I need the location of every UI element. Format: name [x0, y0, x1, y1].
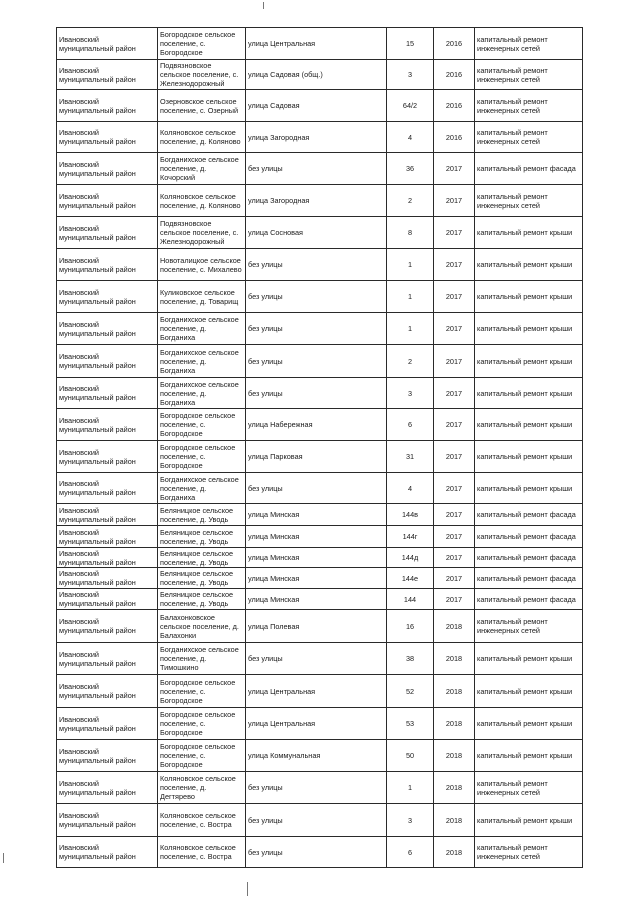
work-type-cell: капитальный ремонт крыши [475, 804, 583, 837]
settlement-cell: Подвязновское сельское поселение, с. Железнодорожный [158, 60, 246, 90]
table-row [57, 589, 583, 610]
table-row [57, 526, 583, 548]
scan-mark-bottom [247, 882, 248, 896]
work-type-cell: капитальный ремонт крыши [475, 473, 583, 504]
settlement-cell: Балахонковское сельское поселение, д. Балахонки [158, 610, 246, 643]
work-type-cell: капитальный ремонт крыши [475, 378, 583, 409]
table-row [57, 504, 583, 526]
street-cell: без улицы [246, 837, 387, 868]
table-row [57, 708, 583, 740]
settlement-cell: Беляницкое сельское поселение, д. Уводь [158, 504, 246, 526]
table-row [57, 90, 583, 122]
year-cell: 2017 [434, 548, 475, 568]
table-row [57, 122, 583, 153]
street-cell: улица Парковая [246, 441, 387, 473]
work-type-cell: капитальный ремонт инженерных сетей [475, 837, 583, 868]
house-cell: 144е [387, 568, 434, 589]
district-cell: Ивановский муниципальный район [57, 122, 158, 153]
settlement-cell: Богданихское сельское поселение, д. Богданиха [158, 313, 246, 345]
work-type-cell: капитальный ремонт фасада [475, 504, 583, 526]
street-cell: улица Минская [246, 589, 387, 610]
street-cell: без улицы [246, 772, 387, 804]
street-cell: улица Минская [246, 548, 387, 568]
table-row [57, 28, 583, 60]
work-type-cell: капитальный ремонт крыши [475, 675, 583, 708]
table-row [57, 409, 583, 441]
district-cell: Ивановский муниципальный район [57, 281, 158, 313]
street-cell: улица Центральная [246, 675, 387, 708]
settlement-cell: Беляницкое сельское поселение, д. Уводь [158, 548, 246, 568]
district-cell: Ивановский муниципальный район [57, 28, 158, 60]
year-cell: 2018 [434, 740, 475, 772]
settlement-cell: Богданихское сельское поселение, д. Богданиха [158, 378, 246, 409]
house-cell: 4 [387, 473, 434, 504]
work-type-cell: капитальный ремонт инженерных сетей [475, 122, 583, 153]
settlement-cell: Богородское сельское поселение, с. Богородское [158, 409, 246, 441]
district-cell: Ивановский муниципальный район [57, 441, 158, 473]
district-cell: Ивановский муниципальный район [57, 568, 158, 589]
work-type-cell: капитальный ремонт крыши [475, 217, 583, 249]
year-cell: 2017 [434, 217, 475, 249]
work-type-cell: капитальный ремонт инженерных сетей [475, 60, 583, 90]
work-type-cell: капитальный ремонт фасада [475, 153, 583, 185]
district-cell: Ивановский муниципальный район [57, 345, 158, 378]
house-cell: 3 [387, 804, 434, 837]
district-cell: Ивановский муниципальный район [57, 589, 158, 610]
district-cell: Ивановский муниципальный район [57, 643, 158, 675]
house-cell: 144 [387, 589, 434, 610]
street-cell: улица Загородная [246, 122, 387, 153]
table-row [57, 610, 583, 643]
work-type-cell: капитальный ремонт крыши [475, 409, 583, 441]
scan-mark-top [263, 2, 264, 9]
street-cell: без улицы [246, 281, 387, 313]
settlement-cell: Богородское сельское поселение, с. Богородское [158, 675, 246, 708]
street-cell: улица Коммунальная [246, 740, 387, 772]
house-cell: 1 [387, 772, 434, 804]
house-cell: 1 [387, 281, 434, 313]
settlement-cell: Озерновское сельское поселение, с. Озерный [158, 90, 246, 122]
year-cell: 2016 [434, 60, 475, 90]
district-cell: Ивановский муниципальный район [57, 90, 158, 122]
street-cell: без улицы [246, 804, 387, 837]
work-type-cell: капитальный ремонт крыши [475, 249, 583, 281]
settlement-cell: Богданихское сельское поселение, д. Богданиха [158, 473, 246, 504]
year-cell: 2016 [434, 90, 475, 122]
year-cell: 2017 [434, 589, 475, 610]
table-row [57, 441, 583, 473]
house-cell: 6 [387, 837, 434, 868]
house-cell: 15 [387, 28, 434, 60]
work-type-cell: капитальный ремонт крыши [475, 345, 583, 378]
settlement-cell: Богородское сельское поселение, с. Богородское [158, 28, 246, 60]
work-type-cell: капитальный ремонт фасада [475, 526, 583, 548]
settlement-cell: Богданихское сельское поселение, д. Богданиха [158, 345, 246, 378]
work-type-cell: капитальный ремонт фасада [475, 568, 583, 589]
work-type-cell: капитальный ремонт фасада [475, 548, 583, 568]
street-cell: без улицы [246, 313, 387, 345]
house-cell: 36 [387, 153, 434, 185]
district-cell: Ивановский муниципальный район [57, 772, 158, 804]
year-cell: 2017 [434, 504, 475, 526]
house-cell: 53 [387, 708, 434, 740]
table-row [57, 837, 583, 868]
settlement-cell: Коляновское сельское поселение, д. Дегтярево [158, 772, 246, 804]
housing-repair-table [56, 27, 583, 868]
work-type-cell: капитальный ремонт инженерных сетей [475, 28, 583, 60]
house-cell: 16 [387, 610, 434, 643]
work-type-cell: капитальный ремонт инженерных сетей [475, 772, 583, 804]
district-cell: Ивановский муниципальный район [57, 409, 158, 441]
settlement-cell: Беляницкое сельское поселение, д. Уводь [158, 589, 246, 610]
year-cell: 2018 [434, 837, 475, 868]
district-cell: Ивановский муниципальный район [57, 185, 158, 217]
house-cell: 144г [387, 526, 434, 548]
district-cell: Ивановский муниципальный район [57, 708, 158, 740]
year-cell: 2016 [434, 122, 475, 153]
street-cell: улица Сосновая [246, 217, 387, 249]
year-cell: 2018 [434, 708, 475, 740]
street-cell: улица Садовая (общ.) [246, 60, 387, 90]
table-row [57, 217, 583, 249]
street-cell: улица Минская [246, 568, 387, 589]
year-cell: 2017 [434, 378, 475, 409]
settlement-cell: Богданихское сельское поселение, д. Тимошкино [158, 643, 246, 675]
year-cell: 2017 [434, 313, 475, 345]
house-cell: 3 [387, 378, 434, 409]
table-row [57, 740, 583, 772]
table-row [57, 548, 583, 568]
district-cell: Ивановский муниципальный район [57, 60, 158, 90]
district-cell: Ивановский муниципальный район [57, 804, 158, 837]
table-row [57, 772, 583, 804]
settlement-cell: Богородское сельское поселение, с. Богородское [158, 708, 246, 740]
house-cell: 8 [387, 217, 434, 249]
house-cell: 2 [387, 345, 434, 378]
house-cell: 3 [387, 60, 434, 90]
settlement-cell: Беляницкое сельское поселение, д. Уводь [158, 568, 246, 589]
year-cell: 2017 [434, 409, 475, 441]
table-row [57, 153, 583, 185]
settlement-cell: Богородское сельское поселение, с. Богородское [158, 441, 246, 473]
house-cell: 144д [387, 548, 434, 568]
work-type-cell: капитальный ремонт инженерных сетей [475, 610, 583, 643]
street-cell: без улицы [246, 153, 387, 185]
street-cell: улица Садовая [246, 90, 387, 122]
year-cell: 2018 [434, 610, 475, 643]
street-cell: улица Центральная [246, 708, 387, 740]
house-cell: 1 [387, 313, 434, 345]
district-cell: Ивановский муниципальный район [57, 610, 158, 643]
work-type-cell: капитальный ремонт крыши [475, 441, 583, 473]
table-row [57, 643, 583, 675]
house-cell: 6 [387, 409, 434, 441]
scan-mark-left [3, 853, 4, 863]
year-cell: 2017 [434, 153, 475, 185]
street-cell: улица Полевая [246, 610, 387, 643]
house-cell: 2 [387, 185, 434, 217]
settlement-cell: Новоталицкое сельское поселение, с. Михалево [158, 249, 246, 281]
table-row [57, 675, 583, 708]
year-cell: 2018 [434, 675, 475, 708]
district-cell: Ивановский муниципальный район [57, 313, 158, 345]
work-type-cell: капитальный ремонт крыши [475, 643, 583, 675]
table-body [57, 28, 583, 868]
year-cell: 2018 [434, 804, 475, 837]
year-cell: 2016 [434, 28, 475, 60]
district-cell: Ивановский муниципальный район [57, 473, 158, 504]
table-row [57, 473, 583, 504]
year-cell: 2017 [434, 345, 475, 378]
work-type-cell: капитальный ремонт инженерных сетей [475, 185, 583, 217]
district-cell: Ивановский муниципальный район [57, 153, 158, 185]
table-row [57, 185, 583, 217]
table-row [57, 804, 583, 837]
street-cell: улица Минская [246, 504, 387, 526]
house-cell: 38 [387, 643, 434, 675]
year-cell: 2018 [434, 772, 475, 804]
district-cell: Ивановский муниципальный район [57, 526, 158, 548]
street-cell: без улицы [246, 643, 387, 675]
work-type-cell: капитальный ремонт крыши [475, 708, 583, 740]
work-type-cell: капитальный ремонт крыши [475, 313, 583, 345]
street-cell: улица Минская [246, 526, 387, 548]
settlement-cell: Богородское сельское поселение, с. Богородское [158, 740, 246, 772]
house-cell: 31 [387, 441, 434, 473]
work-type-cell: капитальный ремонт фасада [475, 589, 583, 610]
house-cell: 4 [387, 122, 434, 153]
work-type-cell: капитальный ремонт крыши [475, 740, 583, 772]
year-cell: 2017 [434, 473, 475, 504]
street-cell: без улицы [246, 249, 387, 281]
settlement-cell: Подвязновское сельское поселение, с. Железнодорожный [158, 217, 246, 249]
district-cell: Ивановский муниципальный район [57, 548, 158, 568]
year-cell: 2018 [434, 643, 475, 675]
settlement-cell: Коляновское сельское поселение, с. Востра [158, 837, 246, 868]
year-cell: 2017 [434, 185, 475, 217]
settlement-cell: Куликовское сельское поселение, д. Товарищ [158, 281, 246, 313]
house-cell: 52 [387, 675, 434, 708]
house-cell: 144в [387, 504, 434, 526]
street-cell: улица Загородная [246, 185, 387, 217]
district-cell: Ивановский муниципальный район [57, 675, 158, 708]
house-cell: 1 [387, 249, 434, 281]
settlement-cell: Коляновское сельское поселение, д. Колянов​о [158, 122, 246, 153]
year-cell: 2017 [434, 568, 475, 589]
house-cell: 64/2 [387, 90, 434, 122]
district-cell: Ивановский муниципальный район [57, 378, 158, 409]
district-cell: Ивановский муниципальный район [57, 504, 158, 526]
table-row [57, 345, 583, 378]
year-cell: 2017 [434, 249, 475, 281]
street-cell: без улицы [246, 378, 387, 409]
street-cell: улица Центральная [246, 28, 387, 60]
settlement-cell: Богданихское сельское поселение, д. Кочорский [158, 153, 246, 185]
district-cell: Ивановский муниципальный район [57, 249, 158, 281]
district-cell: Ивановский муниципальный район [57, 837, 158, 868]
settlement-cell: Коляновское сельское поселение, д. Колянов​о [158, 185, 246, 217]
table-row [57, 313, 583, 345]
table-row [57, 281, 583, 313]
table-row [57, 60, 583, 90]
settlement-cell: Беляницкое сельское поселение, д. Уводь [158, 526, 246, 548]
district-cell: Ивановский муниципальный район [57, 217, 158, 249]
street-cell: улица Набережная [246, 409, 387, 441]
year-cell: 2017 [434, 441, 475, 473]
work-type-cell: капитальный ремонт инженерных сетей [475, 90, 583, 122]
table-row [57, 378, 583, 409]
year-cell: 2017 [434, 281, 475, 313]
street-cell: без улицы [246, 345, 387, 378]
district-cell: Ивановский муниципальный район [57, 740, 158, 772]
street-cell: без улицы [246, 473, 387, 504]
year-cell: 2017 [434, 526, 475, 548]
settlement-cell: Коляновское сельское поселение, с. Востра [158, 804, 246, 837]
work-type-cell: капитальный ремонт крыши [475, 281, 583, 313]
house-cell: 50 [387, 740, 434, 772]
table-row [57, 249, 583, 281]
table-row [57, 568, 583, 589]
